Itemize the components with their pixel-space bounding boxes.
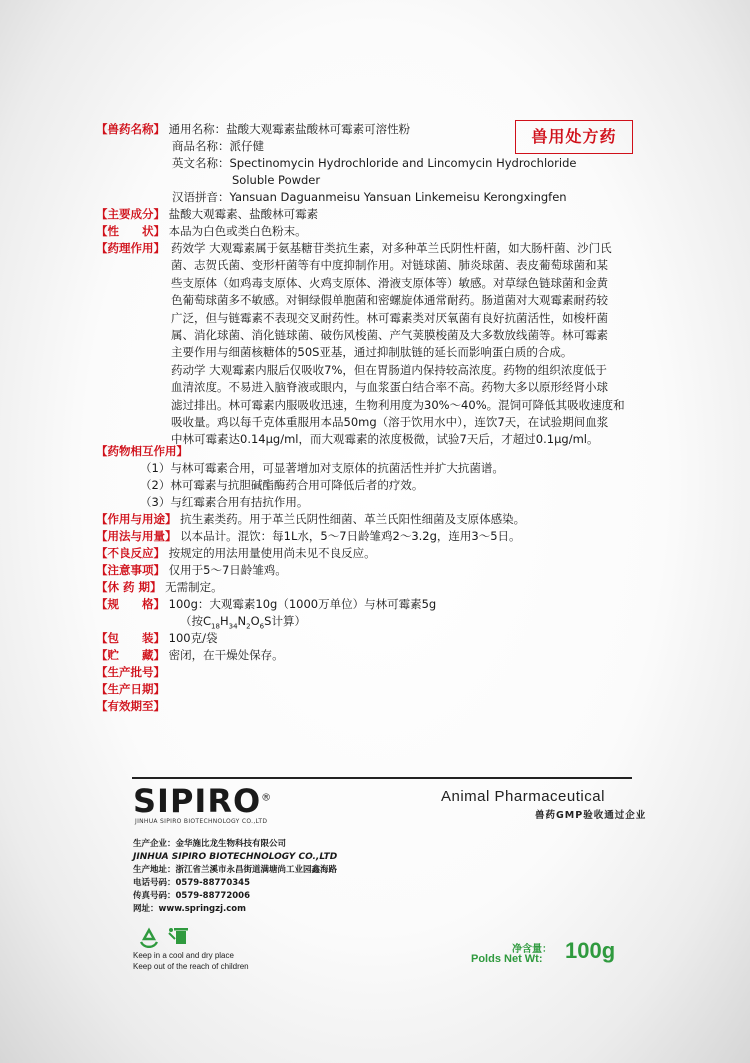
row-withdraw xyxy=(96,579,223,596)
row-property xyxy=(96,223,307,240)
trash-bin-icon xyxy=(169,928,188,944)
gmp-text: 兽药GMP验收通过企业 xyxy=(535,810,647,821)
spec-sub: 2 xyxy=(246,622,251,631)
interaction-2: （2）林可霉素与抗胆碱酯酶药合用可降低后者的疗效。 xyxy=(140,478,424,492)
row-pack xyxy=(96,630,217,647)
row-store xyxy=(96,647,284,664)
keep-children-text: Keep out of the reach of children xyxy=(133,962,249,971)
spec-sub: 34 xyxy=(228,622,238,631)
row-dose xyxy=(96,528,521,545)
net-weight-en: Polds Net Wt: xyxy=(471,953,543,965)
pharm-line: 药效学 大观霉素属于氨基糖苷类抗生素，对多种革兰氏阴性杆菌，如大肠杆菌、沙门氏 xyxy=(171,241,612,255)
label-store: 【贮 藏】 xyxy=(96,648,165,662)
address: 生产地址：浙江省兰溪市永昌街道满塘尚工业园鑫海路 xyxy=(133,865,338,875)
row-date xyxy=(96,681,165,698)
row-drug-name xyxy=(96,121,410,138)
use-text: 抗生素类药。用于革兰氏阴性细菌、革兰氏阳性细菌及支原体感染。 xyxy=(180,512,526,526)
label-property: 【性 状】 xyxy=(96,224,165,238)
spec-part: （按C xyxy=(180,614,212,628)
label-note: 【注意事项】 xyxy=(96,563,165,577)
net-weight-cn: 净含量： xyxy=(512,944,552,955)
icon-group xyxy=(138,922,208,952)
label-spec: 【规 格】 xyxy=(96,597,165,611)
row-batch xyxy=(96,664,165,681)
withdraw-text: 无需制定。 xyxy=(165,580,223,594)
pharm-line: 中林可霉素达0.14μg/ml，而大观霉素的浓度极微，试验7天后，才超过0.1μg/ml。 xyxy=(171,432,599,447)
pharm-line: 吸收量。鸡以每千克体重服用本品50mg（溶于饮用水中），连饮7天，在试验期间血浆 xyxy=(171,415,609,430)
store-text: 密闭，在干燥处保存。 xyxy=(168,648,284,662)
website: 网址：www.springzj.com xyxy=(133,904,246,914)
spec-part: N xyxy=(237,614,247,628)
label-withdraw: 【休 药 期】 xyxy=(96,580,162,594)
prescription-badge: 兽用处方药 xyxy=(515,120,633,154)
english-name-1: 英文名称：Spectinomycin Hydrochloride and Lincomycin Hydrochloride xyxy=(172,156,577,170)
row-use xyxy=(96,511,525,528)
row-note xyxy=(96,562,287,579)
note-text: 仅用于5～7日龄雏鸡。 xyxy=(168,563,287,577)
interaction-3: （3）与红霉素合用有拮抗作用。 xyxy=(140,495,309,509)
keep-cool-text: Keep in a cool and dry place xyxy=(133,951,234,960)
pharm-line: 菌、志贺氏菌、变形杆菌等有中度抑制作用。对链球菌、肺炎球菌、表皮葡萄球菌和某 xyxy=(171,258,608,273)
brand-subtitle: JINHUA SIPIRO BIOTECHNOLOGY CO.,LTD xyxy=(135,818,268,825)
brand-name: SIPIRO xyxy=(133,782,262,820)
trade-name: 商品名称：派仔健 xyxy=(172,139,264,153)
label-pack: 【包 装】 xyxy=(96,631,165,645)
spec-part: O xyxy=(250,614,260,628)
brand-logo xyxy=(133,782,272,820)
net-weight-value: 100g xyxy=(565,938,616,963)
pharm-line: 主要作用与细菌核糖体的50S亚基，通过抑制肽链的延长而影响蛋白质的合成。 xyxy=(171,345,573,360)
animal-pharmaceutical: Animal Pharmaceutical xyxy=(441,788,605,805)
pack-text: 100克/袋 xyxy=(168,631,218,645)
fax: 传真号码：0579-88772006 xyxy=(133,891,251,901)
dose-text: 以本品计。混饮：每1L水，5～7日龄雏鸡2～3.2g，连用3～5日。 xyxy=(180,529,521,543)
spec-part: S计算） xyxy=(264,614,306,628)
row-ingredient xyxy=(96,206,318,223)
property-text: 本品为白色或类白色粉末。 xyxy=(168,224,307,238)
company-en: JINHUA SIPIRO BIOTECHNOLOGY CO.,LTD xyxy=(133,852,338,862)
row-spec xyxy=(96,596,436,613)
label-batch: 【生产批号】 xyxy=(96,665,165,679)
label-ingredient: 【主要成分】 xyxy=(96,207,165,221)
brand-registered: ® xyxy=(261,792,273,804)
pharmacology-text xyxy=(171,240,641,449)
label-expiry: 【有效期至】 xyxy=(96,699,165,713)
footer-divider xyxy=(132,777,632,779)
interaction-1: （1）与林可霉素合用，可显著增加对支原体的抗菌活性并扩大抗菌谱。 xyxy=(140,461,504,475)
label-drug-name: 【兽药名称】 xyxy=(96,122,165,136)
label-date: 【生产日期】 xyxy=(96,682,165,696)
row-pharm-label xyxy=(96,240,165,257)
label-pharmacology: 【药理作用】 xyxy=(96,241,165,255)
row-adverse xyxy=(96,545,376,562)
pharm-line: 广泛，但与链霉素不表现交叉耐药性。林可霉素类对厌氧菌有良好抗菌活性，如梭杆菌 xyxy=(171,310,608,325)
pharm-line: 些支原体（如鸡毒支原体、火鸡支原体、滑液支原体等）敏感。对草绿色链球菌和金黄 xyxy=(171,275,608,290)
ingredient-text: 盐酸大观霉素、盐酸林可霉素 xyxy=(168,207,319,221)
label-use: 【作用与用途】 xyxy=(96,512,177,526)
pharm-line: 药动学 大观霉素内服后仅吸收7%，但在胃肠道内保持较高浓度。药物的组织浓度低于 xyxy=(171,362,607,377)
generic-name: 通用名称：盐酸大观霉素盐酸林可霉素可溶性粉 xyxy=(168,122,411,136)
recycle-icon xyxy=(138,922,208,948)
spec-sub: 6 xyxy=(259,622,265,631)
label-dose: 【用法与用量】 xyxy=(96,529,177,543)
label-interaction: 【药物相互作用】 xyxy=(96,444,188,458)
spec-sub: 18 xyxy=(211,622,220,631)
pharm-line: 滤过排出。林可霉素内服吸收迅速，生物利用度为30%～40%。混饲可降低其吸收速度和 xyxy=(171,397,625,412)
spec-text-1: 100g：大观霉素10g（1000万单位）与林可霉素5g xyxy=(168,597,437,611)
row-interaction-label xyxy=(96,443,188,460)
company-cn: 生产企业：金华施比龙生物科技有限公司 xyxy=(133,839,287,849)
english-name-2: Soluble Powder xyxy=(232,173,321,187)
row-expiry xyxy=(96,698,165,715)
label-adverse: 【不良反应】 xyxy=(96,546,165,560)
pharm-line: 色葡萄球菌多不敏感。对铜绿假单胞菌和密螺旋体通常耐药。肠道菌对大观霉素耐药较 xyxy=(171,293,608,308)
pharm-line: 血清浓度。不易进入脑脊液或眼内，与血浆蛋白结合率不高。药物大多以原形经肾小球 xyxy=(171,380,608,395)
phone: 电话号码：0579-88770345 xyxy=(133,878,251,888)
pharm-line: 属、消化球菌、消化链球菌、破伤风梭菌、产气荚膜梭菌及大多数放线菌等。林可霉素 xyxy=(171,328,608,343)
pinyin-name: 汉语拼音：Yansuan Daguanmeisu Yansuan Linkemeisu Kerongxingfen xyxy=(172,190,567,204)
spec-part: H xyxy=(219,614,229,628)
adverse-text: 按规定的用法用量使用尚未见不良反应。 xyxy=(168,546,376,560)
